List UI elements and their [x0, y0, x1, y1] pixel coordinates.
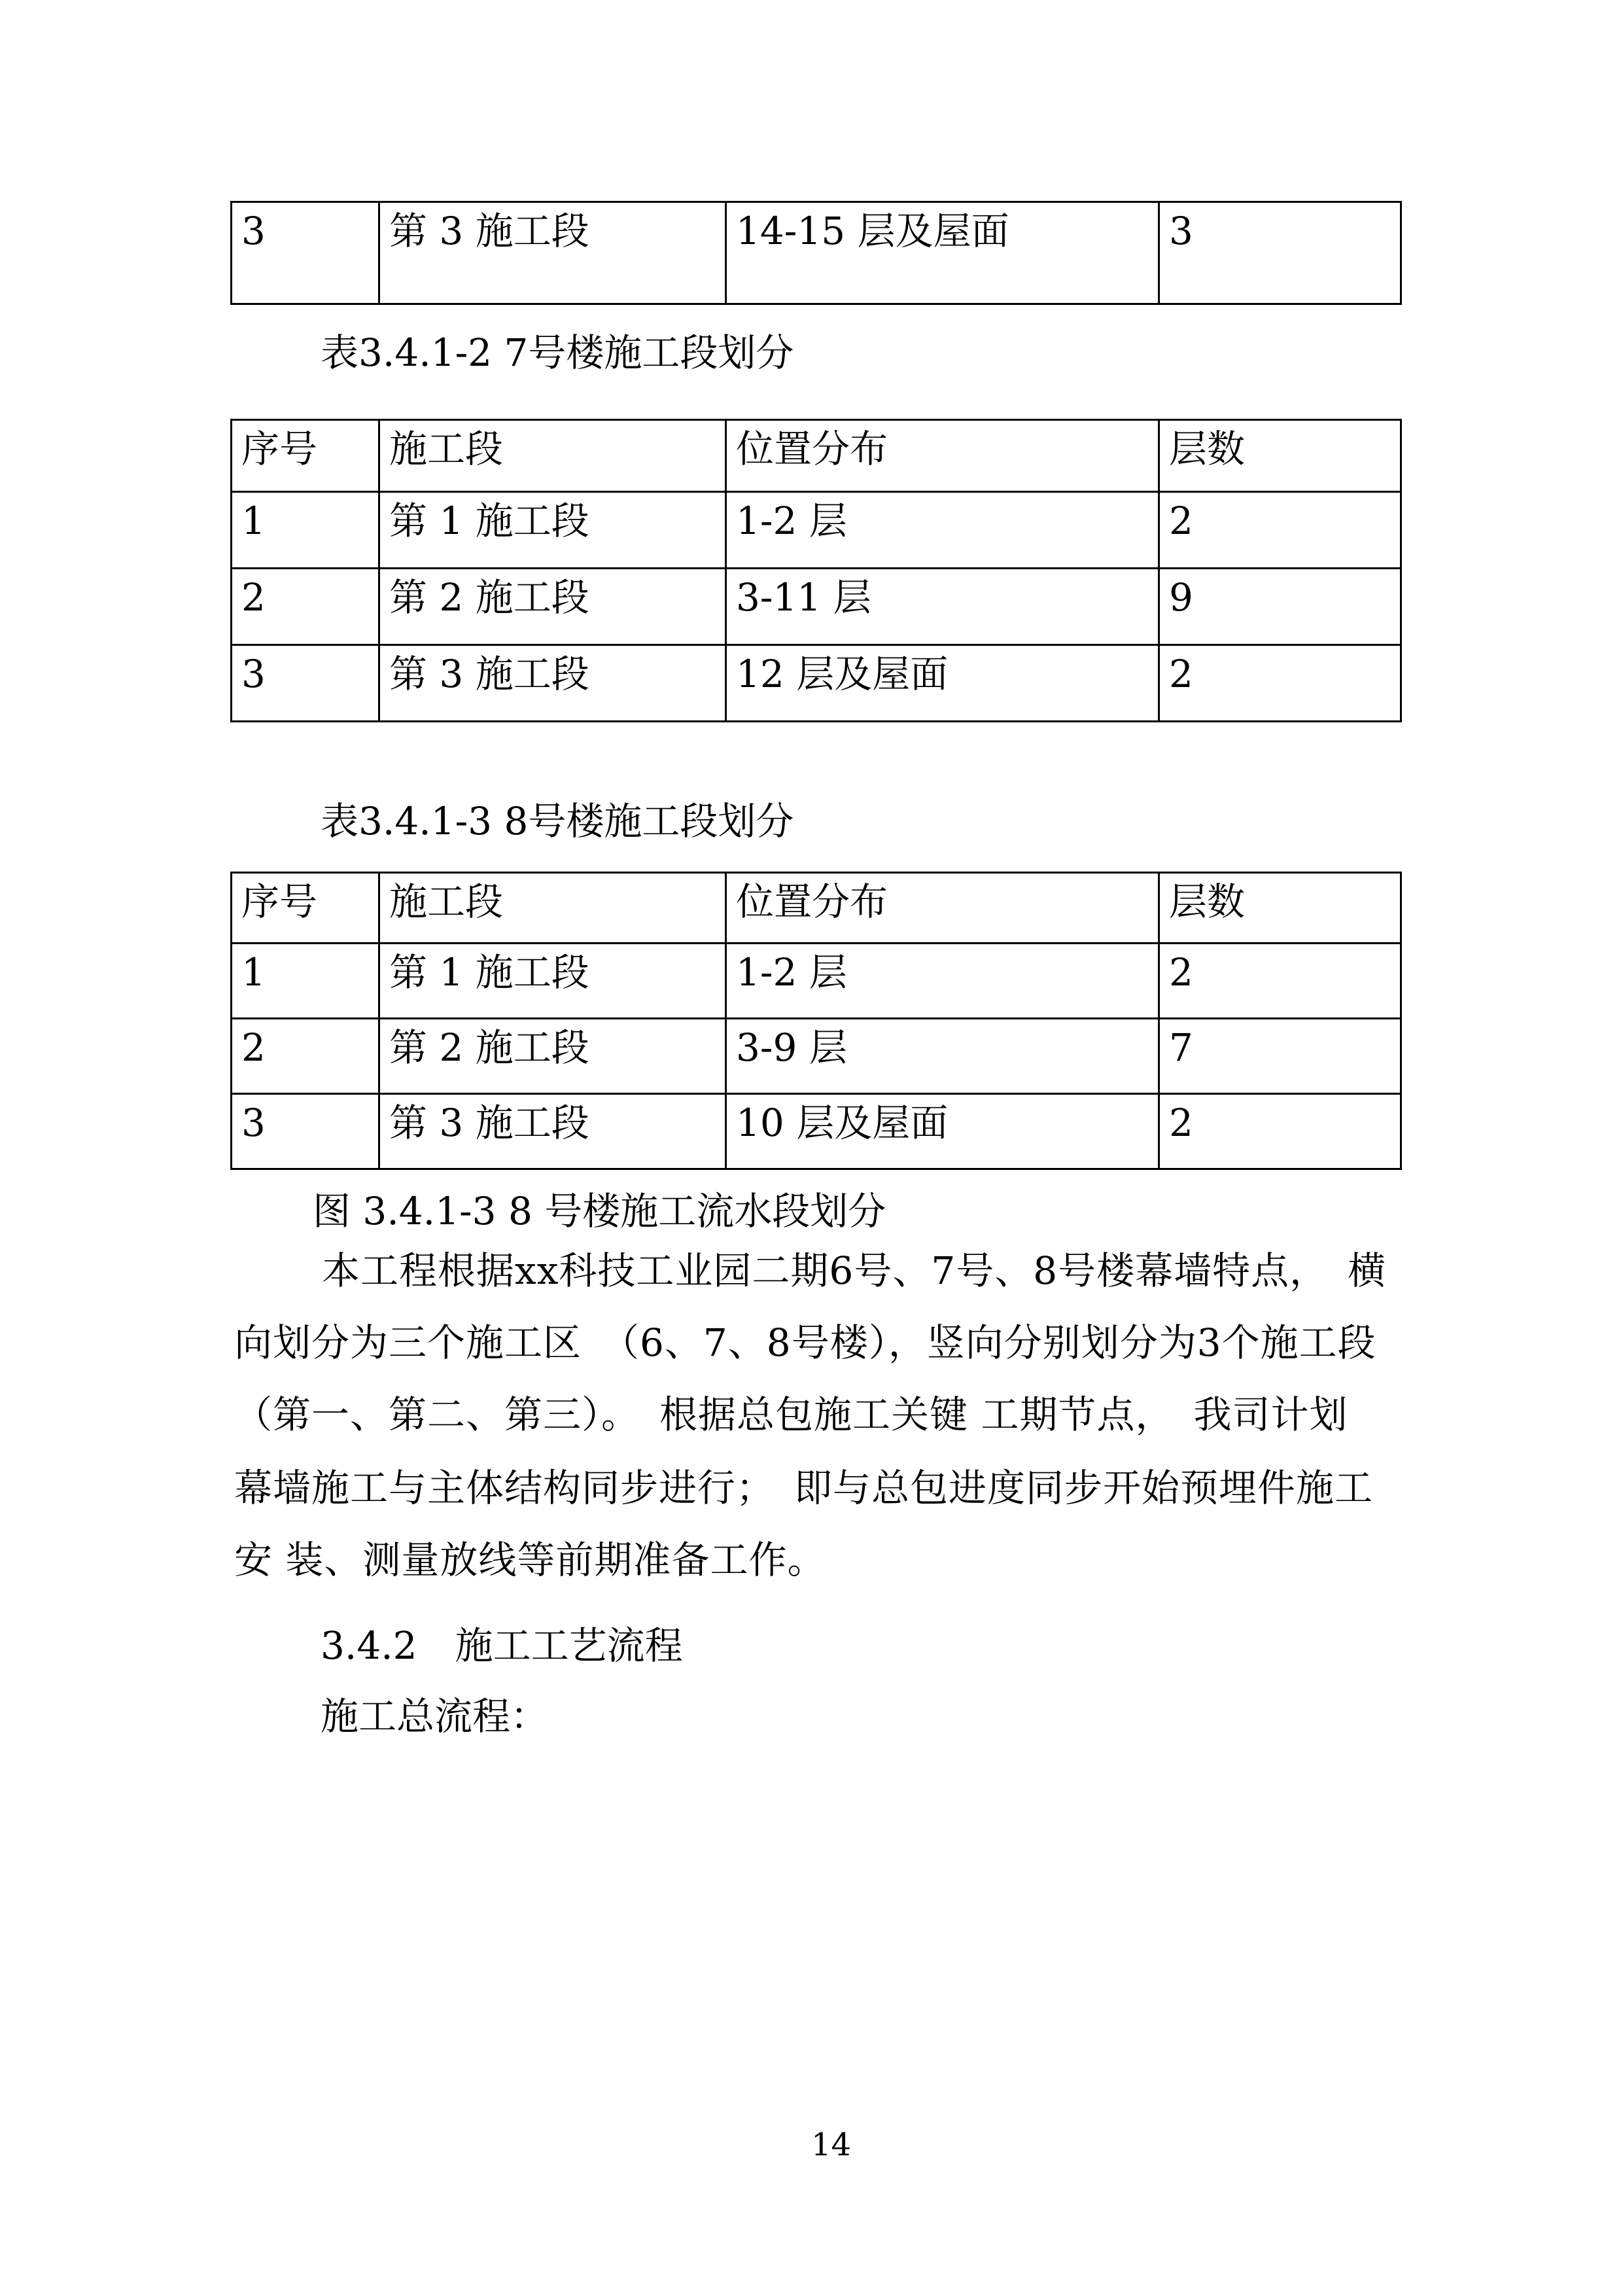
- table-8-caption: 表3.4.1-3 8号楼施工段划分: [321, 799, 794, 843]
- table-cell: 1-2 层: [726, 492, 1159, 569]
- table-7-building: [230, 419, 1402, 722]
- table-header-row: [232, 420, 1401, 492]
- table-cell: 2: [1159, 944, 1401, 1019]
- table-row: [232, 492, 1401, 569]
- table-cell: 第 3 施工段: [379, 202, 726, 304]
- table-cell: 3: [232, 1094, 379, 1169]
- table-cell: 2: [232, 569, 379, 645]
- flow-label: 施工总流程：: [321, 1694, 549, 1739]
- table-header-cell: 层数: [1159, 873, 1401, 944]
- paragraph-line: （第一、第二、第三）。 根据总包施工关键 工期节点， 我司计划: [234, 1392, 1348, 1437]
- table-cell: 2: [1159, 1094, 1401, 1169]
- table-cell: 3: [232, 202, 379, 304]
- table-cell: 第 2 施工段: [379, 1019, 726, 1094]
- table-cell: 12 层及屋面: [726, 645, 1159, 722]
- table-7-caption: 表3.4.1-2 7号楼施工段划分: [321, 330, 794, 375]
- table-cell: 2: [1159, 492, 1401, 569]
- table-cell: 2: [232, 1019, 379, 1094]
- table-header-cell: 施工段: [379, 420, 726, 492]
- table-header-cell: 施工段: [379, 873, 726, 944]
- table-cell: 第 3 施工段: [379, 1094, 726, 1169]
- paragraph-line: 向划分为三个施工区 （6、7、8号楼），竖向分别划分为3个施工段: [234, 1320, 1376, 1365]
- table-cell: 3: [1159, 202, 1401, 304]
- table-cell: 14-15 层及屋面: [726, 202, 1159, 304]
- table-header-cell: 层数: [1159, 420, 1401, 492]
- paragraph-line: 本工程根据xx科技工业园二期6号、7号、8号楼幕墙特点， 横: [322, 1248, 1387, 1293]
- continued-table-fragment: [230, 201, 1402, 305]
- table-cell: 3-11 层: [726, 569, 1159, 645]
- table-row: [232, 944, 1401, 1019]
- table-header-cell: 位置分布: [726, 420, 1159, 492]
- table-row: [232, 569, 1401, 645]
- table-row: [232, 1019, 1401, 1094]
- table-row: [232, 645, 1401, 722]
- section-heading: 3.4.2 施工工艺流程: [321, 1623, 683, 1668]
- table-cell: 第 3 施工段: [379, 645, 726, 722]
- table-cell: 3-9 层: [726, 1019, 1159, 1094]
- table-cell: 2: [1159, 645, 1401, 722]
- table-cell: 第 1 施工段: [379, 944, 726, 1019]
- table-cell: 第 2 施工段: [379, 569, 726, 645]
- table-row: [232, 202, 1401, 304]
- table-header-cell: 序号: [232, 873, 379, 944]
- figure-caption: 图 3.4.1-3 8 号楼施工流水段划分: [313, 1189, 886, 1233]
- paragraph-line: 安 装、测量放线等前期准备工作。: [234, 1538, 826, 1582]
- table-cell: 第 1 施工段: [379, 492, 726, 569]
- table-8-building: [230, 872, 1402, 1170]
- table-cell: 1-2 层: [726, 944, 1159, 1019]
- table-cell: 10 层及屋面: [726, 1094, 1159, 1169]
- table-header-cell: 序号: [232, 420, 379, 492]
- table-cell: 1: [232, 492, 379, 569]
- table-row: [232, 1094, 1401, 1169]
- table-cell: 1: [232, 944, 379, 1019]
- table-header-cell: 位置分布: [726, 873, 1159, 944]
- table-cell: 3: [232, 645, 379, 722]
- paragraph-line: 幕墙施工与主体结构同步进行； 即与总包进度同步开始预埋件施工: [234, 1466, 1374, 1510]
- page-number: 14: [811, 2127, 852, 2163]
- table-cell: 7: [1159, 1019, 1401, 1094]
- table-header-row: [232, 873, 1401, 944]
- table-cell: 9: [1159, 569, 1401, 645]
